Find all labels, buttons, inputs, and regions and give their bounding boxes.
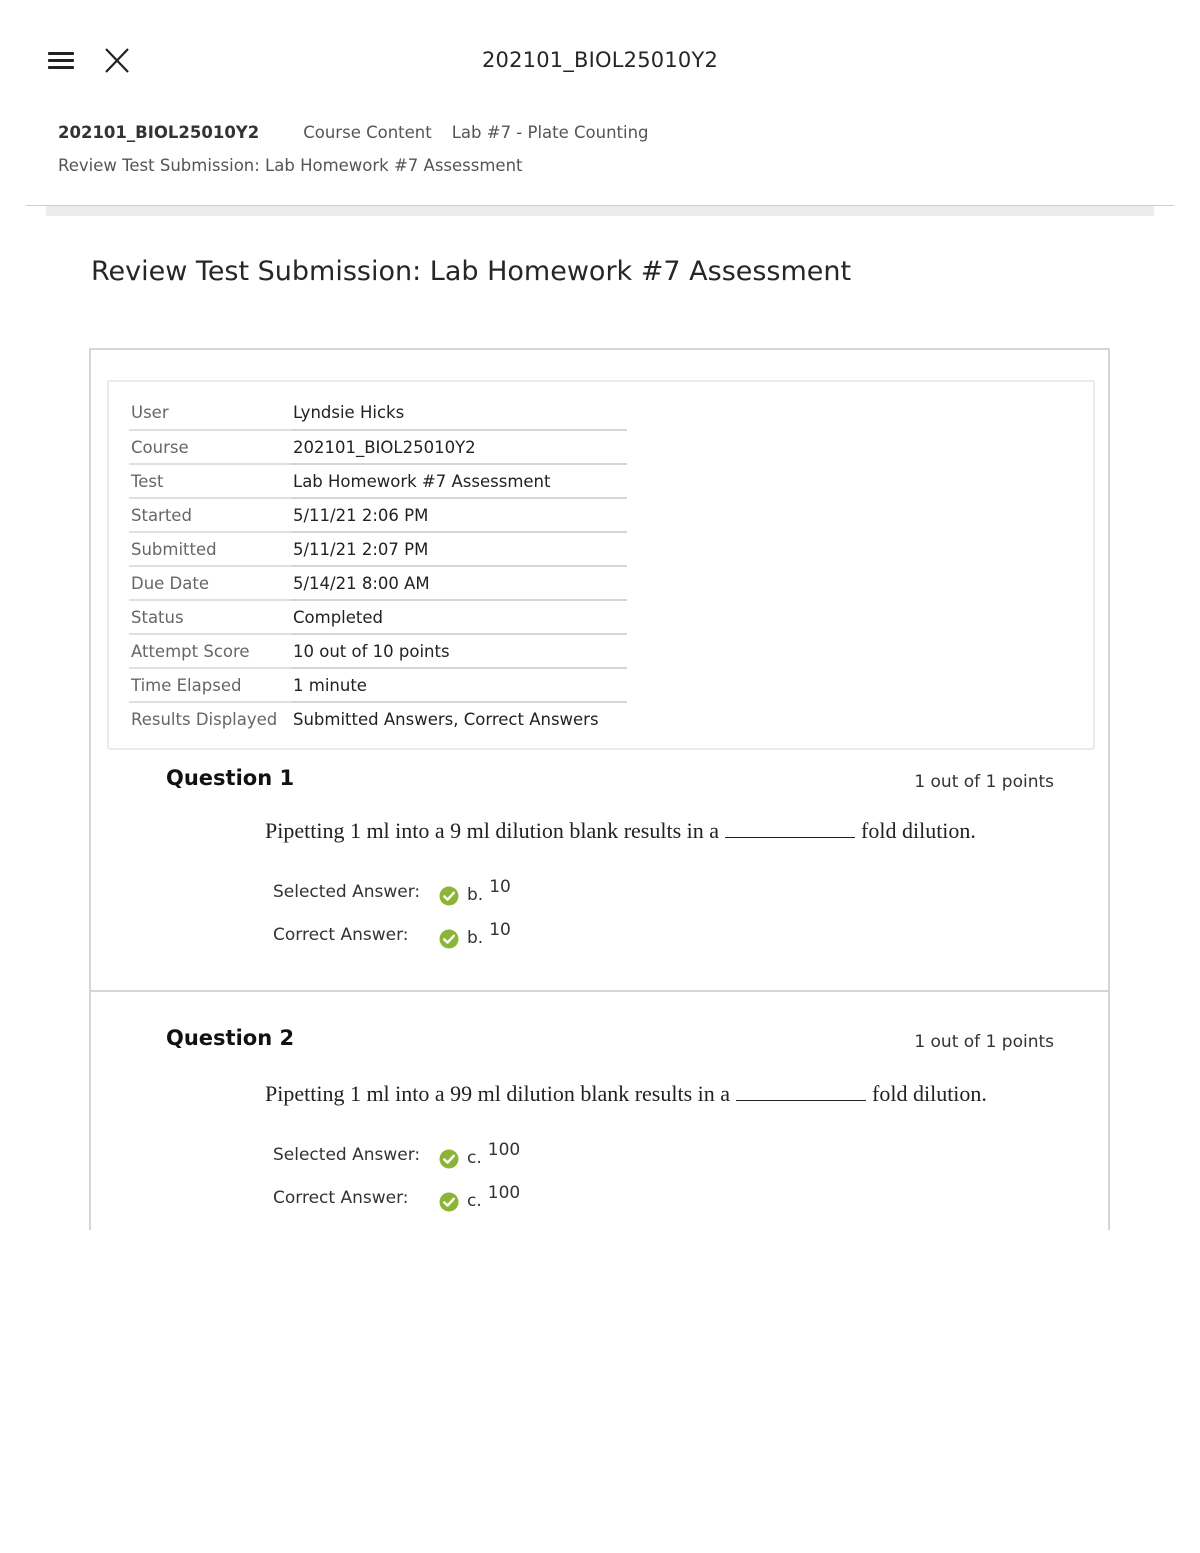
details-row-due-date: [129, 566, 627, 600]
detail-value: Completed: [291, 600, 627, 634]
correct-answer-value: 10: [489, 920, 511, 940]
details-row-time-elapsed: [129, 668, 627, 702]
question-title: Question 2: [166, 1026, 295, 1050]
detail-value: 202101_BIOL25010Y2: [291, 430, 627, 464]
question-text-after: fold dilution.: [861, 818, 976, 843]
question-text-before: Pipetting 1 ml into a 9 ml dilution blank results in a: [265, 818, 720, 843]
selected-answer-value: 100: [487, 1140, 521, 1160]
detail-label: Attempt Score: [129, 634, 291, 668]
detail-label: User: [129, 396, 291, 430]
question-text-after: fold dilution.: [872, 1081, 987, 1106]
details-row-attempt-score: [129, 634, 627, 668]
page-title: Review Test Submission: Lab Homework #7 Assessment: [91, 256, 852, 287]
selected-answer-letter: b.: [467, 885, 484, 905]
correct-answer-letter: b.: [467, 928, 484, 948]
correct-answer-value: 100: [487, 1183, 521, 1203]
details-row-user: [129, 396, 627, 430]
details-table: [129, 396, 627, 736]
breadcrumb-current: Review Test Submission: Lab Homework #7 Assessment: [58, 156, 523, 175]
correct-answer-label: Correct Answer:: [273, 925, 409, 945]
details-row-test: [129, 464, 627, 498]
details-row-submitted: [129, 532, 627, 566]
detail-value: 1 minute: [291, 668, 627, 702]
correct-check-icon: [439, 1149, 459, 1169]
question-text: [265, 1081, 987, 1107]
detail-label: Started: [129, 498, 291, 532]
submission-panel: [89, 348, 1110, 1230]
detail-value: 5/11/21 2:06 PM: [291, 498, 627, 532]
correct-answer-label: Correct Answer:: [273, 1188, 409, 1208]
detail-value: Lyndsie Hicks: [291, 396, 627, 430]
question-title: Question 1: [166, 766, 295, 790]
correct-answer-row: [273, 1184, 520, 1212]
breadcrumb-course-content-link[interactable]: Course Content: [303, 122, 432, 142]
detail-label: Results Displayed: [131, 710, 278, 729]
detail-label: Submitted: [129, 532, 291, 566]
detail-label: Test: [129, 464, 291, 498]
details-row-status: [129, 600, 627, 634]
detail-label: Time Elapsed: [129, 668, 291, 702]
detail-value: Lab Homework #7 Assessment: [291, 464, 627, 498]
correct-answer-letter: c.: [467, 1191, 482, 1211]
question-1: [91, 750, 1108, 992]
question-points: 1 out of 1 points: [914, 772, 1054, 792]
detail-value: 5/14/21 8:00 AM: [291, 566, 627, 600]
correct-check-icon: [439, 886, 459, 906]
detail-value: Submitted Answers, Correct Answers: [293, 710, 599, 729]
selected-answer-label: Selected Answer:: [273, 882, 421, 902]
breadcrumb-folder-link[interactable]: Lab #7 - Plate Counting: [451, 122, 649, 142]
correct-check-icon: [439, 1192, 459, 1212]
selected-answer-row: [273, 1141, 520, 1169]
breadcrumb: [58, 120, 1158, 178]
header-shadow-band: [46, 206, 1154, 216]
question-text-before: Pipetting 1 ml into a 99 ml dilution blank results in a: [265, 1081, 731, 1106]
details-row-results-displayed: [129, 702, 627, 736]
selected-answer-row: [273, 878, 511, 906]
detail-label: Course: [129, 430, 291, 464]
answer-blank: [725, 820, 855, 838]
detail-label: Status: [129, 600, 291, 634]
selected-answer-value: 10: [489, 877, 511, 897]
detail-value: 5/11/21 2:07 PM: [291, 532, 627, 566]
details-row-course: [129, 430, 627, 464]
details-row-started: [129, 498, 627, 532]
detail-value: 10 out of 10 points: [291, 634, 627, 668]
submission-details: [107, 380, 1095, 750]
breadcrumb-course-link[interactable]: 202101_BIOL25010Y2: [58, 122, 260, 142]
top-bar: [0, 0, 1200, 110]
correct-check-icon: [439, 929, 459, 949]
question-points: 1 out of 1 points: [914, 1032, 1054, 1052]
question-2: [91, 992, 1108, 1230]
selected-answer-label: Selected Answer:: [273, 1145, 421, 1165]
question-text: [265, 818, 976, 844]
answer-blank: [736, 1083, 866, 1101]
detail-label: Due Date: [129, 566, 291, 600]
correct-answer-row: [273, 921, 511, 949]
course-title: 202101_BIOL25010Y2: [481, 48, 719, 72]
selected-answer-letter: c.: [467, 1148, 482, 1168]
